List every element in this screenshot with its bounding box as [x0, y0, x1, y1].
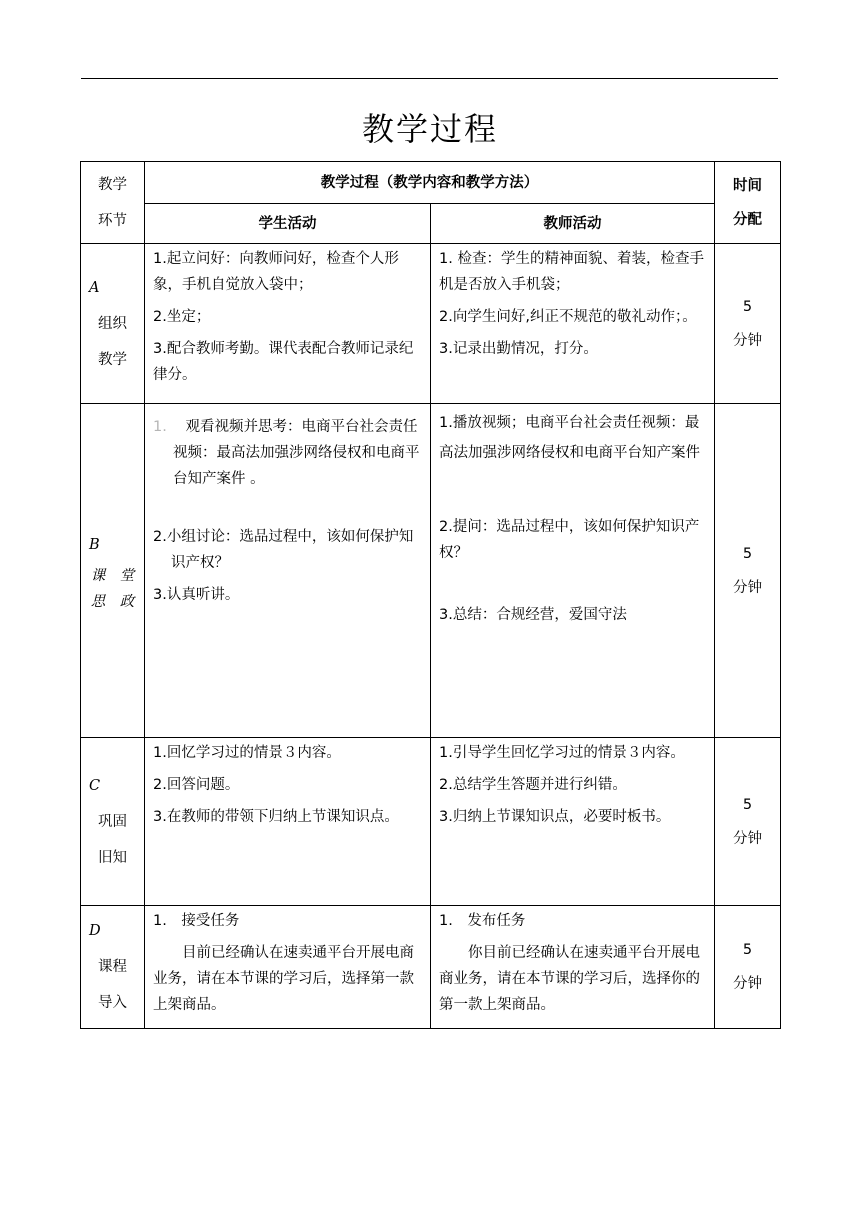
stage-cell-c: C 巩固 旧知: [81, 738, 145, 906]
time-b: 5 分钟: [715, 404, 781, 738]
teaching-process-table: [80, 161, 781, 1029]
header-time: 时间 分配: [715, 162, 781, 244]
teacher-activity-a: 1. 检查：学生的精神面貌、着装，检查手机是否放入手机袋； 2.向学生问好,纠正不规范的敬礼动作；。 3.记录出勤情况，打分。: [431, 244, 715, 404]
stage-cell-d: D 课程 导入: [81, 906, 145, 1029]
table-row: [81, 244, 781, 404]
student-activity-d: 1. 接受任务 目前已经确认在速卖通平台开展电商业务，请在本节课的学习后，选择第一款上架商品。: [145, 906, 431, 1029]
student-activity-a: 1.起立问好：向教师问好，检查个人形象，手机自觉放入袋中； 2.坐定； 3.配合教师考勤。课代表配合教师记录纪律分。: [145, 244, 431, 404]
student-activity-b: 1. 观看视频并思考：电商平台社会责任视频：最高法加强涉网络侵权和电商平台知产案件 。 2.小组讨论：选品过程中，该如何保护知识产权？ 3.认真听讲。: [145, 404, 431, 738]
page-title: 教学过程: [361, 110, 498, 148]
header-rule: [81, 78, 778, 79]
teacher-activity-b: 1.播放视频；电商平台社会责任视频：最高法加强涉网络侵权和电商平台知产案件 2.提问：选品过程中，该如何保护知识产权？ 3.总结：合规经营，爱国守法: [431, 404, 715, 738]
time-c: 5 分钟: [715, 738, 781, 906]
table-row: [81, 906, 781, 1029]
time-d: 5 分钟: [715, 906, 781, 1029]
table-row: [81, 404, 781, 738]
list-number: 1.: [153, 419, 167, 435]
header-process: 教学过程（教学内容和教学方法）: [145, 162, 715, 204]
time-a: 5 分钟: [715, 244, 781, 404]
header-teacher-activity: 教师活动: [431, 204, 715, 244]
header-student-activity: 学生活动: [145, 204, 431, 244]
student-activity-c: 1.回忆学习过的情景３内容。 2.回答问题。 3.在教师的带领下归纳上节课知识点。: [145, 738, 431, 906]
stage-cell-b: B 课 堂 思 政: [81, 404, 145, 738]
table-row: [81, 738, 781, 906]
teacher-activity-d: 1. 发布任务 你目前已经确认在速卖通平台开展电商业务，请在本节课的学习后，选择你的第一款上架商品。: [431, 906, 715, 1029]
header-stage: 教学 环节: [81, 162, 145, 244]
stage-cell-a: A 组织 教学: [81, 244, 145, 404]
teacher-activity-c: 1.引导学生回忆学习过的情景３内容。 2.总结学生答题并进行纠错。 3.归纳上节课知识点，必要时板书。: [431, 738, 715, 906]
